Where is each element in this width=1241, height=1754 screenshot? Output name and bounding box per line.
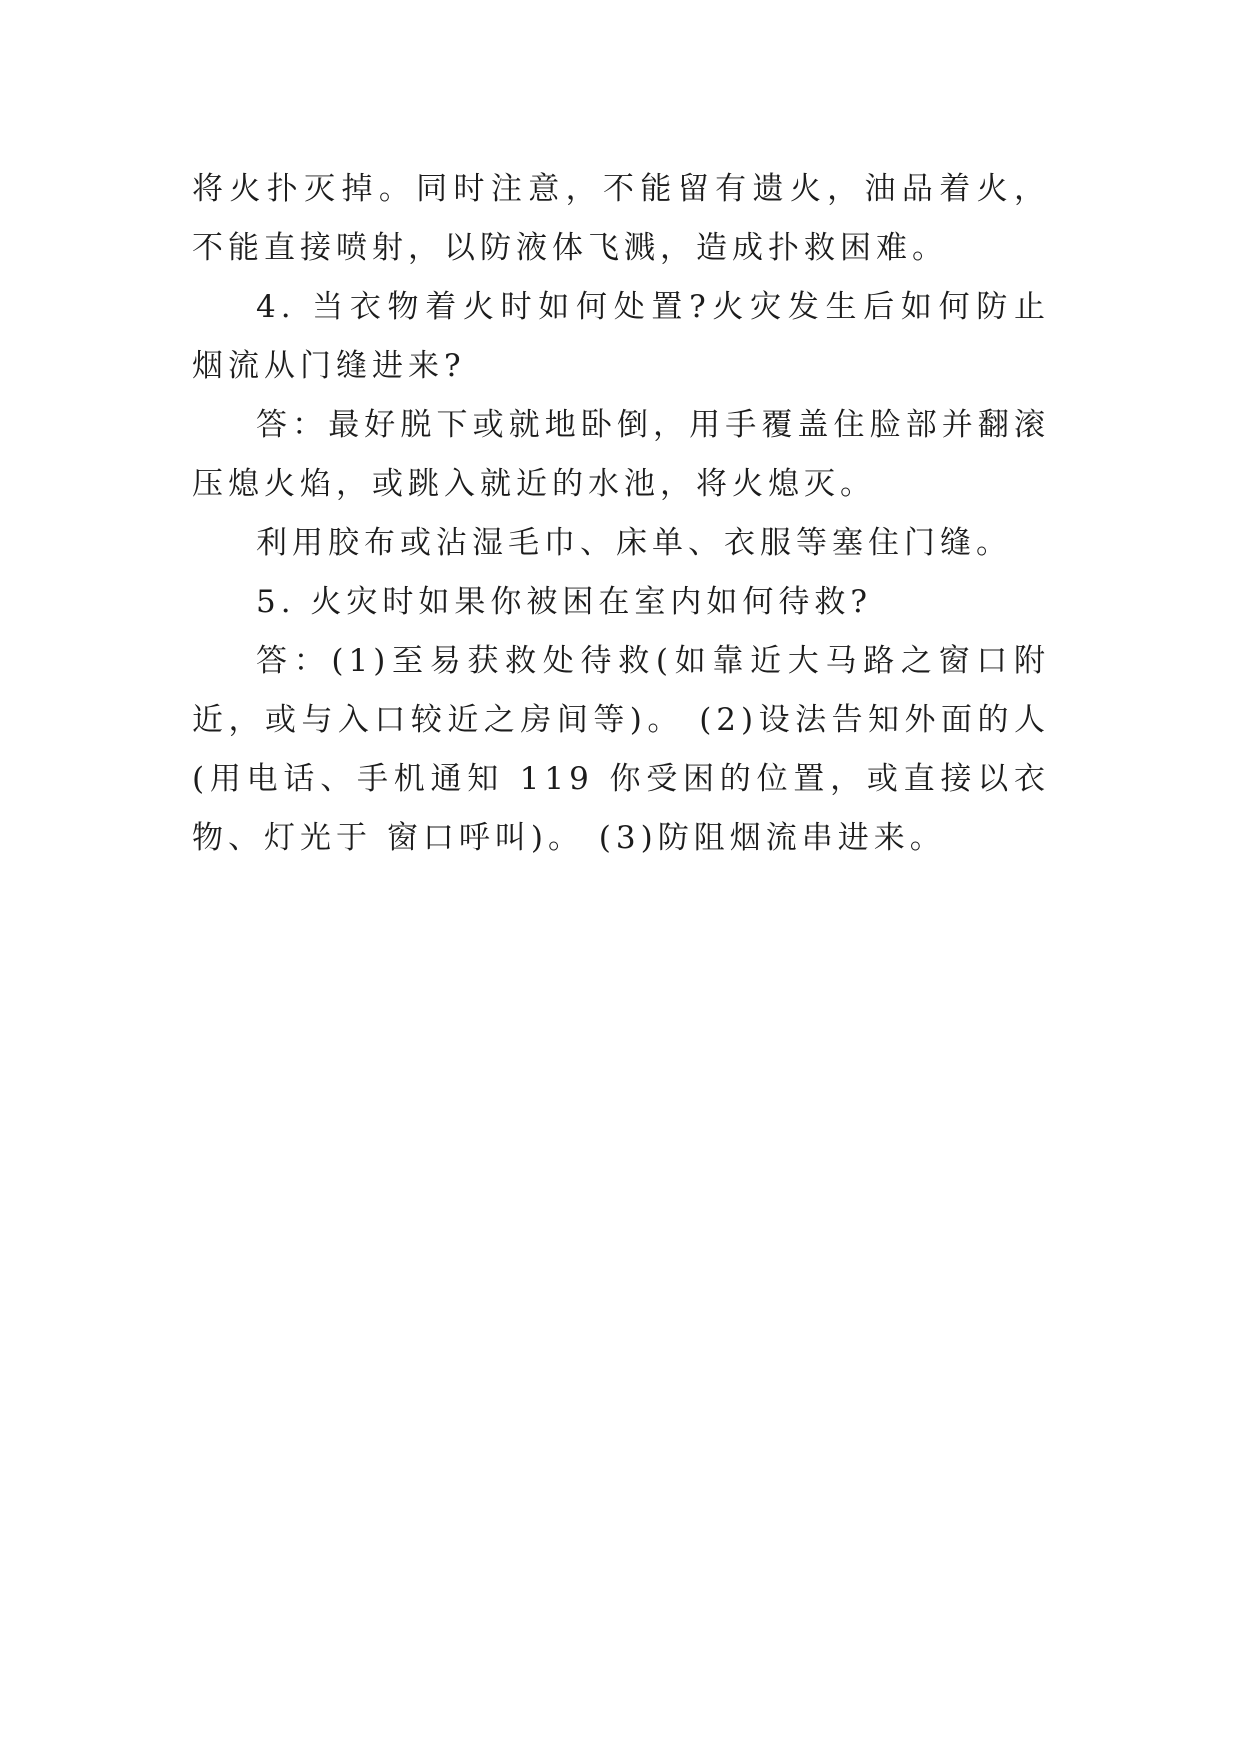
answer-4-door-gap: 利用胶布或沾湿毛巾、床单、衣服等塞住门缝。 — [256, 525, 1012, 561]
document-body — [192, 160, 1050, 868]
question-5: 5. 火灾时如果你被困在室内如何待救? — [256, 584, 873, 620]
answer-4: 答：最好脱下或就地卧倒，用手覆盖住脸部并翻滚压熄火焰，或跳入就近的水池，将火熄灭。 — [192, 407, 1050, 502]
answer-5: 答：(1)至易获救处待救(如靠近大马路之窗口附近，或与入口较近之房间等)。 (2)设法告知外面的人(用电话、手机通知 119 你受困的位置，或直接以衣物、灯光于 窗口呼叫)。 (3)防阻烟流串进来。 — [192, 643, 1050, 856]
question-4: 4. 当衣物着火时如何处置?火灾发生后如何防止烟流从门缝进来? — [192, 289, 1050, 384]
paragraph-continuation: 将火扑灭掉。同时注意，不能留有遗火，油品着火，不能直接喷射，以防液体飞溅，造成扑救困难。 — [192, 171, 1050, 266]
